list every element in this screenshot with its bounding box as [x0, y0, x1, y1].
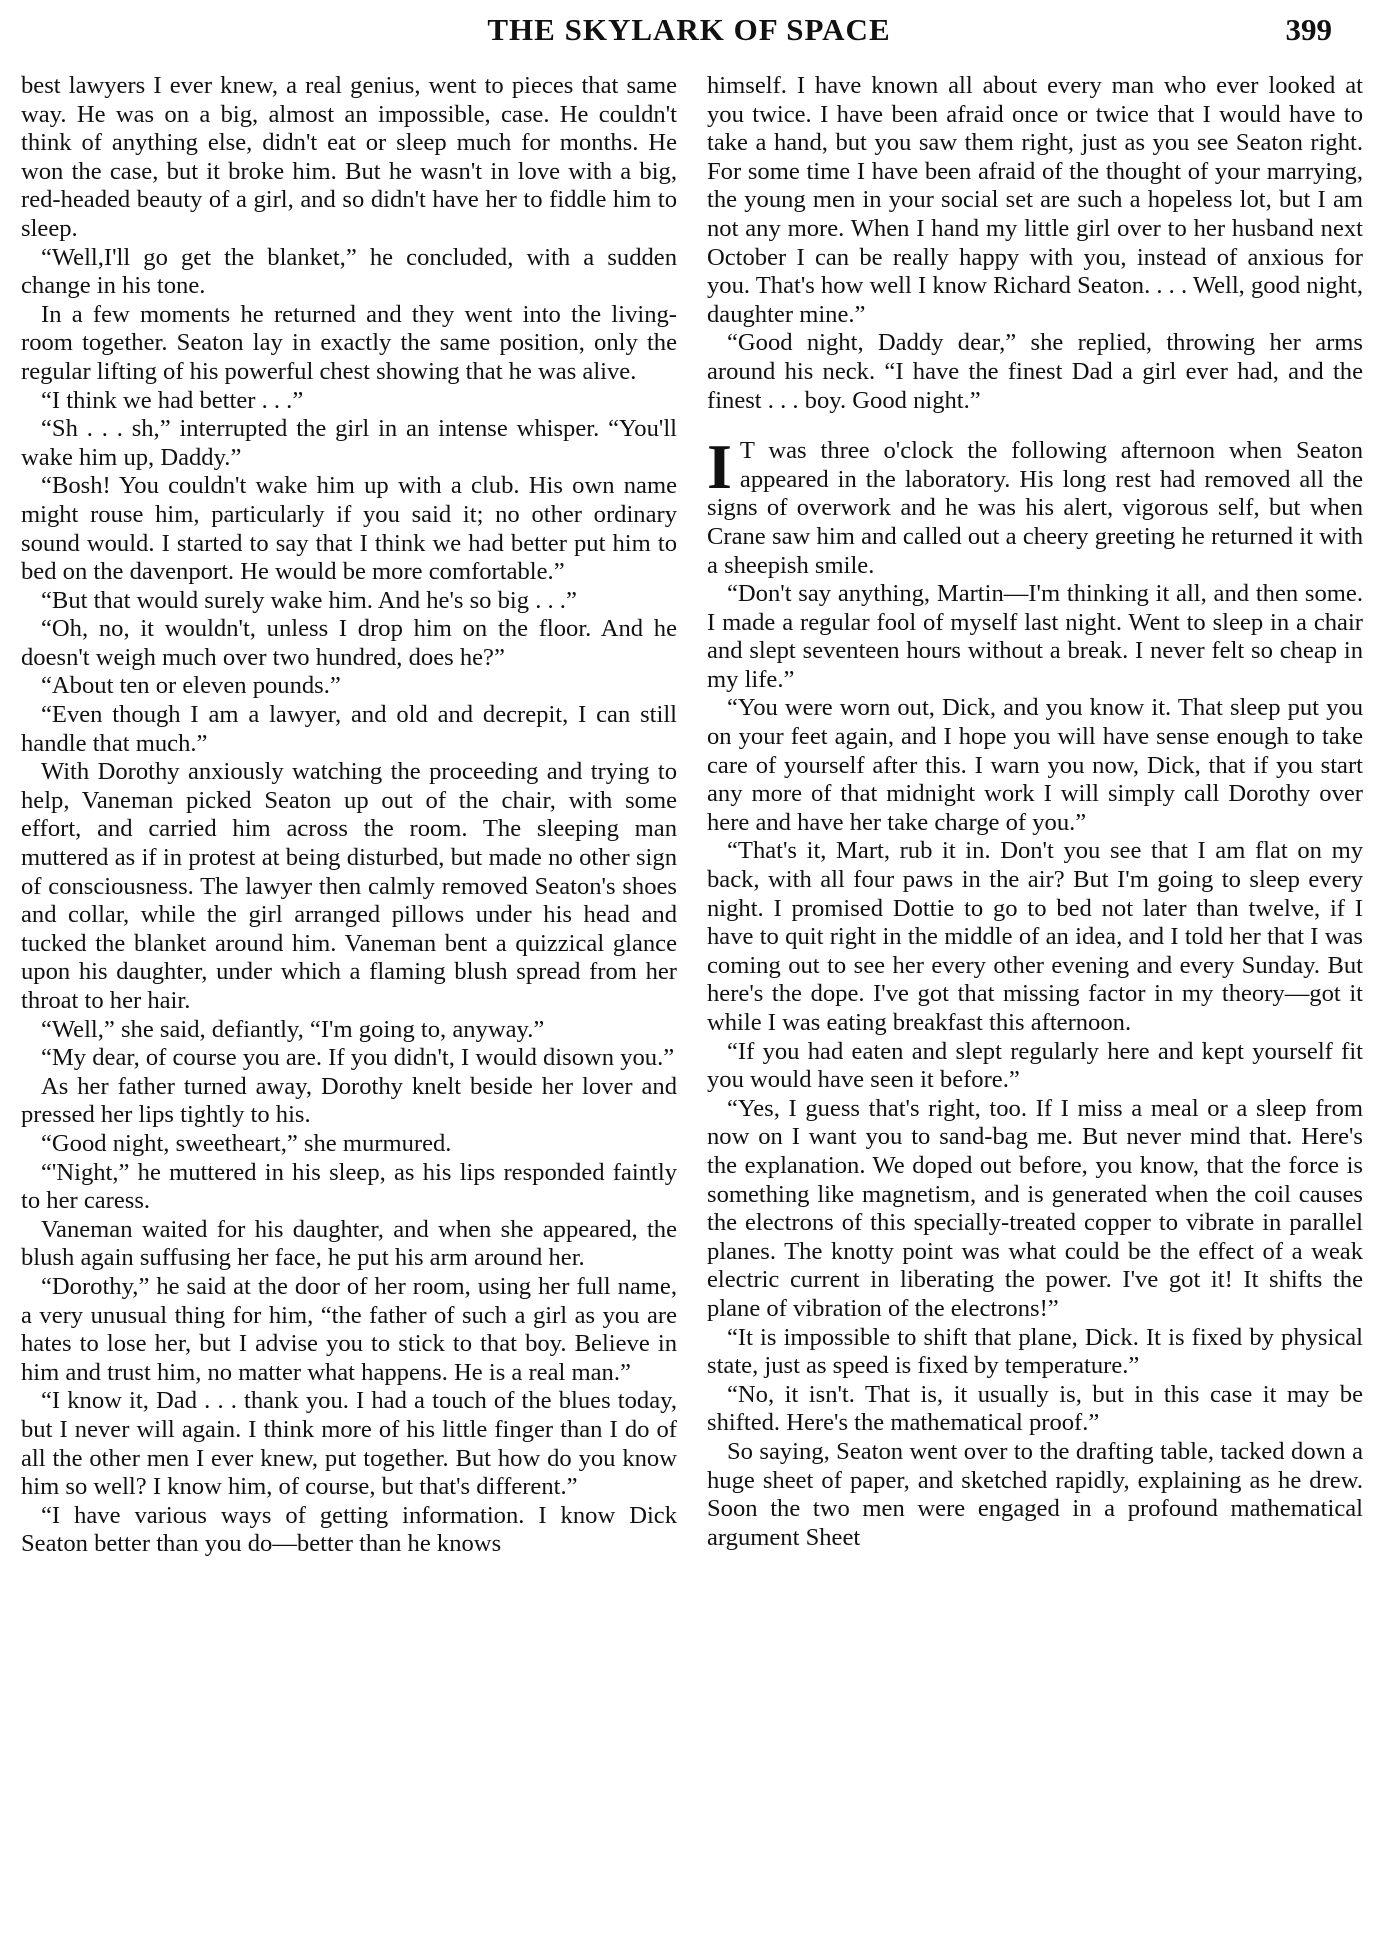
paragraph: With Dorothy anxiously watching the proceeding and trying to help, Vaneman picked Seaton up out of the chair, with some effort, and carried him across the room. The sleeping man muttered as if in protest at being disturbed, but made no other sign of consciousness. The lawyer then calmly removed Seaton's shoes and collar, while the girl arranged pillows under his head and tucked the blanket around him. Vaneman bent a quizzical glance upon his daughter, under which a flaming blush spread from her throat to her hair. — [21, 758, 677, 1014]
paragraph: “Dorothy,” he said at the door of her room, using her full name, a very unusual thing for him, “the father of such a girl as you are hates to lose her, but I advise you to stick to that boy. Believe in him and trust him, no matter what happens. He is a real man.” — [21, 1272, 677, 1386]
paragraph: “Good night, Daddy dear,” she replied, throwing her arms around his neck. “I have the finest Dad a girl ever had, and the finest . . . boy. Good night.” — [707, 329, 1363, 414]
section-lead-text: T was three o'clock the following afternoon when Seaton appeared in the laboratory. His long rest had removed all the signs of overwork and he was his alert, vigorous self, but when Crane saw him and called out a cheery greeting he returned it with a sheepish smile. — [707, 437, 1363, 579]
section-opening-paragraph — [707, 431, 1363, 580]
paragraph: As her father turned away, Dorothy knelt beside her lover and pressed her lips tightly to his. — [21, 1072, 677, 1129]
paragraph: “I know it, Dad . . . thank you. I had a touch of the blues today, but I never will again. I think more of his little finger than I do of all the other men I ever knew, put together. But how do you know him so well? I know him, of course, but that's different.” — [21, 1387, 677, 1501]
right-column — [707, 72, 1363, 1552]
drop-cap: I — [707, 431, 732, 503]
paragraph: “No, it isn't. That is, it usually is, but in this case it may be shifted. Here's the mathematical proof.” — [707, 1380, 1363, 1437]
paragraph: “About ten or eleven pounds.” — [41, 672, 341, 700]
paragraph: “Oh, no, it wouldn't, unless I drop him on the floor. And he doesn't weigh much over two hundred, does he?” — [21, 615, 677, 671]
paragraph: In a few moments he returned and they went into the living-room together. Seaton lay in exactly the same position, only the regular lifting of his powerful chest showing that he was alive. — [21, 300, 677, 385]
paragraph: “It is impossible to shift that plane, Dick. It is fixed by physical state, just as speed is fixed by temperature.” — [707, 1323, 1363, 1380]
paragraph: “'Night,” he muttered in his sleep, as his lips responded faintly to her caress. — [21, 1158, 677, 1215]
paragraph: “Bosh! You couldn't wake him up with a club. His own name might rouse him, particularly if you said it; no other ordinary sound would. I started to say that I think we had better put him to bed on the davenport. He would be more comfortable.” — [21, 472, 677, 586]
paragraph: “Even though I am a lawyer, and old and decrepit, I can still handle that much.” — [21, 701, 677, 757]
paragraph: So saying, Seaton went over to the drafting table, tacked down a huge sheet of paper, and sketched rapidly, explaining as he drew. Soon the two men were engaged in a profound mathematical argument Sheet — [707, 1437, 1363, 1551]
running-title: THE SKYLARK OF SPACE — [487, 12, 891, 47]
paragraph: “But that would surely wake him. And he's so big . . .” — [41, 586, 577, 614]
running-header — [20, 12, 1358, 56]
paragraph: “Good night, sweetheart,” she murmured. — [41, 1129, 452, 1157]
paragraph: “I have various ways of getting information. I know Dick Seaton better than you do—better than he knows — [21, 1501, 677, 1558]
page-number: 399 — [1285, 12, 1332, 47]
paragraph: himself. I have known all about every man who ever looked at you twice. I have been afraid once or twice that I would have to take a hand, but you saw them right, just as you see Seaton right. For some time I have been afraid of the thought of your marrying, the young men in your social set are such a hopeless lot, but I am not any more. When I hand my little girl over to her husband next October I can be really happy with you, instead of anxious for you. That's how well I know Richard Seaton. . . . Well, good night, daughter mine.” — [707, 72, 1363, 328]
paragraph: “You were worn out, Dick, and you know it. That sleep put you on your feet again, and I hope you will have sense enough to take care of yourself after this. I warn you now, Dick, that if you start any more of that midnight work I will simply call Dorothy over here and have her take charge of you.” — [707, 694, 1363, 836]
paragraph: Vaneman waited for his daughter, and when she appeared, the blush again suffusing her face, he put his arm around her. — [21, 1215, 677, 1272]
paragraph: “Don't say anything, Martin—I'm thinking it all, and then some. I made a regular fool of myself last night. Went to sleep in a chair and slept seventeen hours without a break. I never felt so cheap in my life.” — [707, 580, 1363, 693]
paragraph: “If you had eaten and slept regularly here and kept yourself fit you would have seen it before.” — [707, 1037, 1363, 1094]
paragraph: “Sh . . . sh,” interrupted the girl in an intense whisper. “You'll wake him up, Daddy.” — [21, 415, 677, 471]
paragraph: best lawyers I ever knew, a real genius, went to pieces that same way. He was on a big, almost an impossible, case. He couldn't think of anything else, didn't eat or sleep much for months. He won the case, but it broke him. But he wasn't in love with a big, red-headed beauty of a girl, and so didn't have her to fiddle him to sleep. — [21, 72, 677, 242]
left-column — [21, 72, 677, 1559]
paragraph: “I think we had better . . .” — [41, 386, 304, 414]
paragraph: “Well,” she said, defiantly, “I'm going to, anyway.” — [41, 1015, 545, 1043]
paragraph: “Well,I'll go get the blanket,” he concluded, with a sudden change in his tone. — [21, 243, 677, 300]
paragraph: “My dear, of course you are. If you didn't, I would disown you.” — [41, 1044, 675, 1072]
paragraph: “That's it, Mart, rub it in. Don't you see that I am flat on my back, with all four paws in the air? But I'm going to sleep every night. I promised Dottie to go to bed not later than twelve, if I have to quit right in the middle of an idea, and I told her that I was coming out to see her every other evening and every Sunday. But here's the dope. I've got that missing factor in my theory—got it while I was eating breakfast this afternoon. — [707, 837, 1363, 1036]
paragraph: “Yes, I guess that's right, too. If I miss a meal or a sleep from now on I want you to sand-bag me. But never mind that. Here's the explanation. We doped out before, you know, that the force is something like magnetism, and is generated when the coil causes the electrons of this specially-treated copper to vibrate in parallel planes. The knotty point was what could be the effect of a weak electric current in liberating the power. I've got it! It shifts the plane of vibration of the electrons!” — [707, 1094, 1363, 1322]
